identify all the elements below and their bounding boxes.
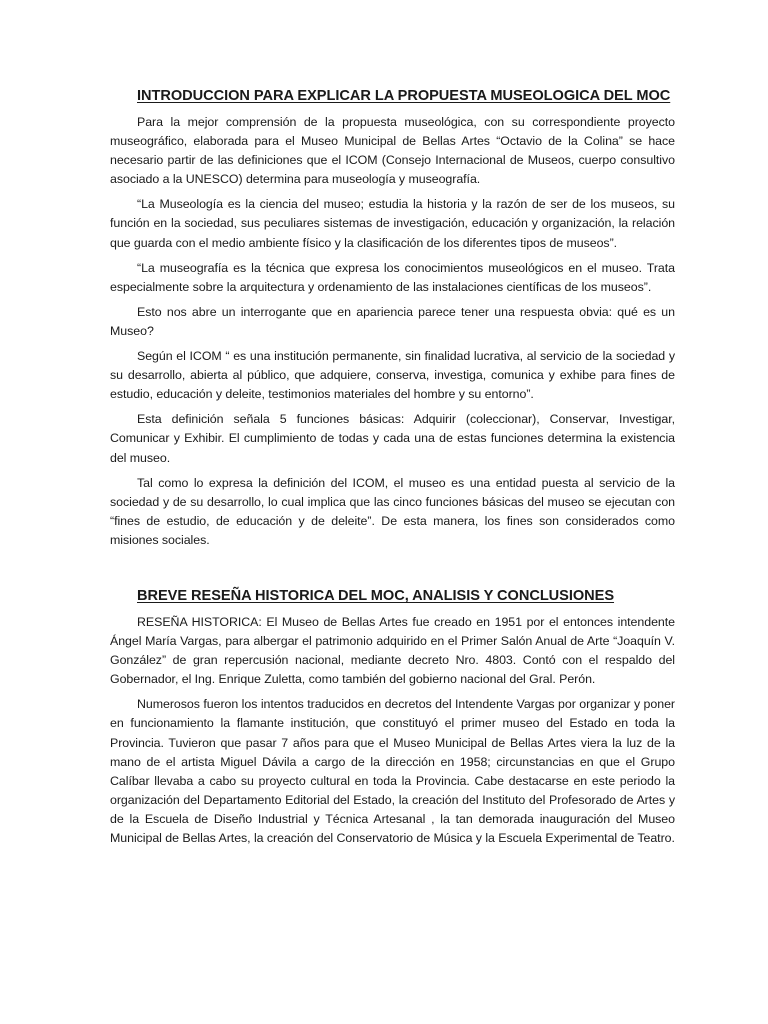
paragraph: Según el ICOM “ es una institución permanente, sin finalidad lucrativa, al servicio de la sociedad y su desarrollo, abierta al público, que adquiere, conserva, investiga, comunica y exhibe para fines de estudio, educación y deleite, testimonios materiales del hombre y su entorno”.: [110, 349, 675, 402]
paragraph: Esta definición señala 5 funciones básicas: Adquirir (coleccionar), Conservar, Investigar, Comunicar y Exhibir. El cumplimiento de todas y cada una de estas funciones determina la existencia del museo.: [110, 412, 675, 465]
section-heading-introduccion: INTRODUCCION PARA EXPLICAR LA PROPUESTA MUSEOLOGICA DEL MOC: [137, 88, 671, 104]
paragraph: Esto nos abre un interrogante que en apariencia parece tener una respuesta obvia: qué es un Museo?: [110, 304, 675, 338]
paragraph: Para la mejor comprensión de la propuesta museológica, con su correspondiente proyecto museográfico, elaborada para el Museo Municipal de Bellas Artes “Octavio de la Colina” se hace necesario partir de las definiciones que el ICOM (Consejo Internacional de Museos, cuerpo consultivo asociado a la UNESCO) determina para museología y museografía.: [110, 115, 675, 187]
paragraph: Numerosos fueron los intentos traducidos en decretos del Intendente Vargas por organizar y poner en funcionamiento la flamante institución, que constituyó el primer museo del Estado en toda la Provincia. Tuvieron que pasar 7 años para que el Museo Municipal de Bellas Artes viera la luz de la mano de el artista Miguel Dávila a cargo de la dirección en 1958; circunstancias en que el Grupo Calíbar llevaba a cabo su proyecto cultural en toda la Provincia. Cabe destacarse en este periodo la organización del Departamento Editorial del Estado, la creación del Instituto del Profesorado de Artes y de la Escuela de Diseño Industrial y Técnica Artesanal , la tan demorada inauguración del Museo Municipal de Bellas Artes, la creación del Conservatorio de Música y la Escuela Experimental de Teatro.: [110, 697, 675, 845]
section-heading-resena: BREVE RESEÑA HISTORICA DEL MOC, ANALISIS Y CONCLUSIONES: [137, 587, 615, 604]
section-spacer: [110, 556, 675, 586]
paragraph: “La museografía es la técnica que expresa los conocimientos museológicos en el museo. Trata especialmente sobre la arquitectura y ordenamiento de las instalaciones científicas de los museos”.: [110, 260, 675, 294]
paragraph: RESEÑA HISTORICA: El Museo de Bellas Artes fue creado en 1951 por el entonces intendente Ángel María Vargas, para albergar el patrimonio adquirido en el Primer Salón Anual de Arte “Joaquín V. González” de gran repercusión nacional, mediante decreto Nro. 4803. Contó con el respaldo del Gobernador, el Ing. Enrique Zuletta, como también del gobierno nacional del Gral. Perón.: [110, 614, 675, 687]
document-page: [110, 86, 675, 854]
paragraph: Tal como lo expresa la definición del ICOM, el museo es una entidad puesta al servicio de la sociedad y de su desarrollo, lo cual implica que las cinco funciones básicas del museo se ejecutan con “fines de estudio, de educación y de deleite”. De esta manera, los fines son considerados como misiones sociales.: [110, 475, 675, 547]
paragraph: “La Museología es la ciencia del museo; estudia la historia y la razón de ser de los museos, su función en la sociedad, sus peculiares sistemas de investigación, educación y organización, la relación que guarda con el medio ambiente físico y la clasificación de los diferentes tipos de museos”.: [110, 197, 675, 250]
